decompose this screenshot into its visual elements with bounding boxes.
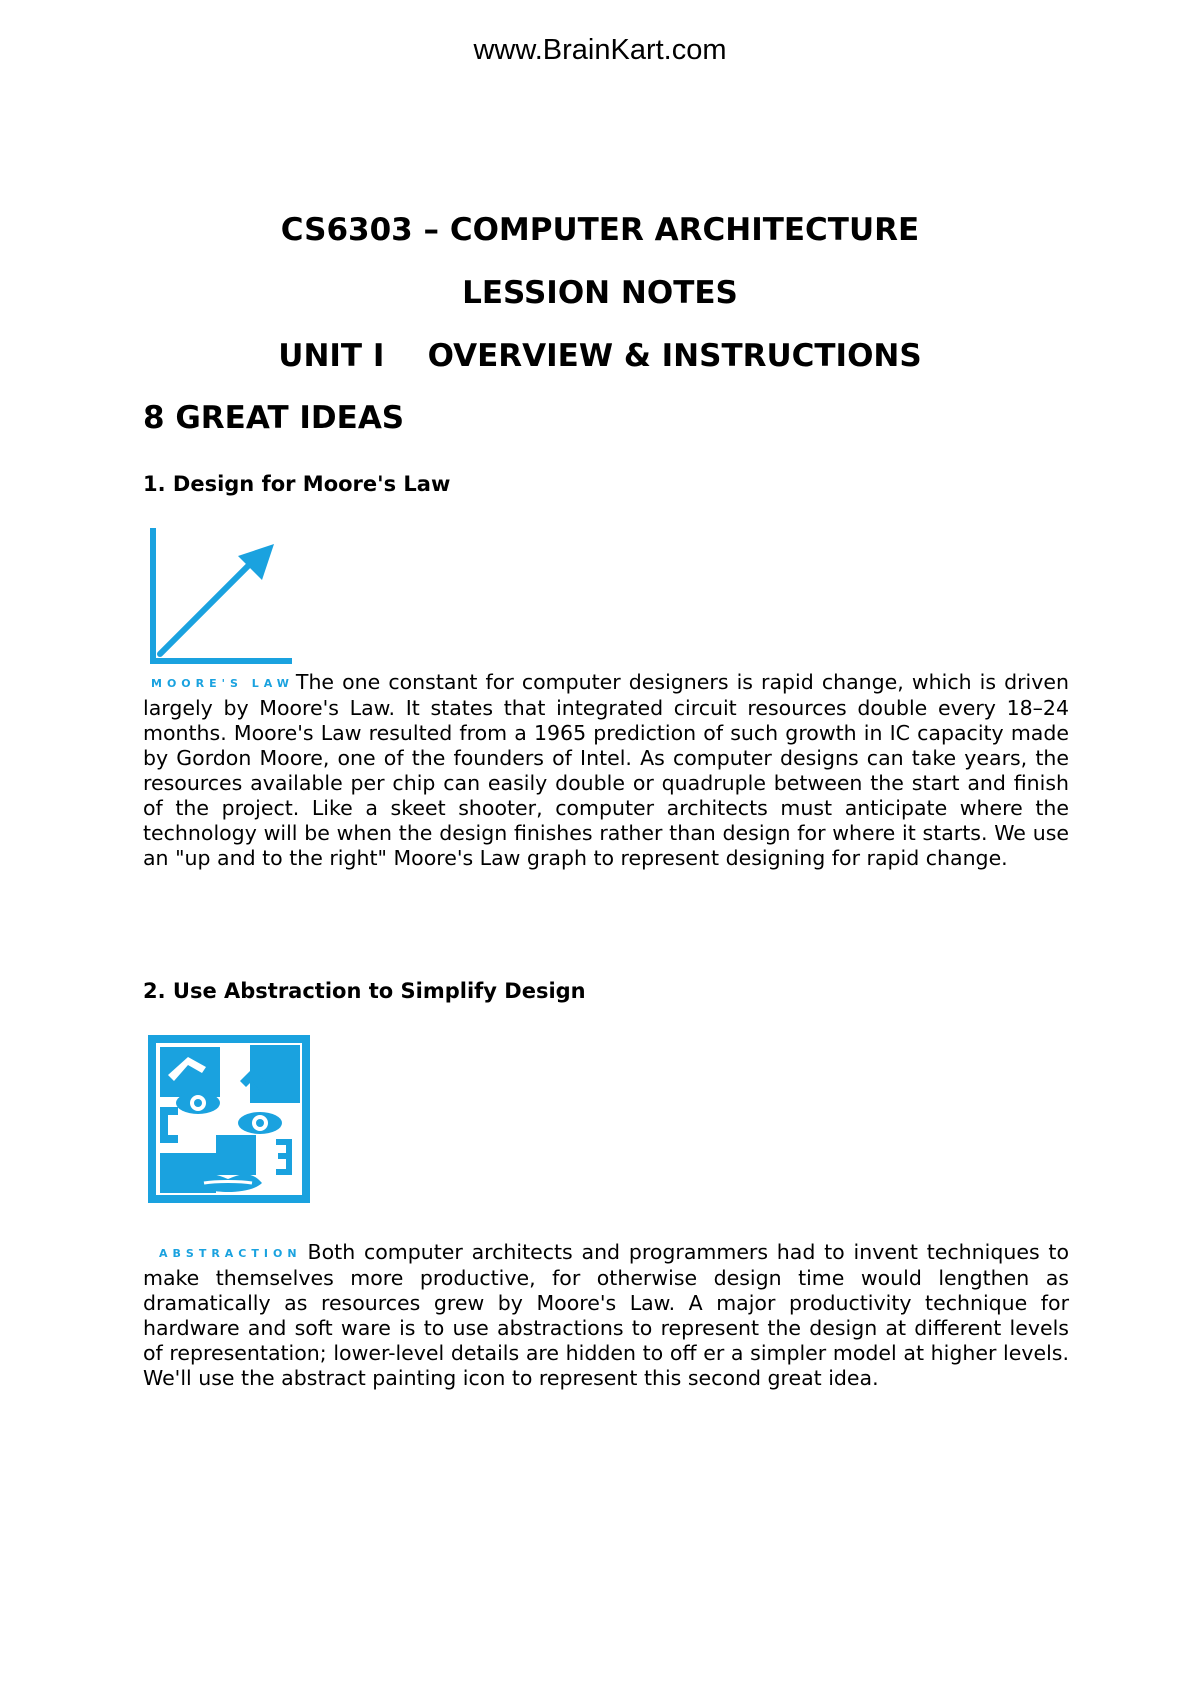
unit-title: UNIT I OVERVIEW & INSTRUCTIONS xyxy=(278,338,922,374)
moores-law-caption: MOORE'S LAW xyxy=(151,677,294,690)
idea-2-text: Both computer architects and programmers had to invent techniques to make themselves more productive, for otherwise design time would lengthen as dramatically as resources grew by Moore's Law. A major productivity technique for hardware and soft ware is to use abstractions to represent the design at different levels of representation; lower-level details are hidden to off er a simpler model at higher levels. We'll use the abstract painting icon to represent this second great idea. xyxy=(143,1240,1069,1390)
idea-2-paragraph xyxy=(143,1240,1069,1391)
abstraction-painting-icon xyxy=(148,1035,310,1203)
site-header: www.BrainKart.com xyxy=(473,34,727,66)
abstraction-caption: ABSTRACTION xyxy=(159,1247,302,1260)
section-title: 8 GREAT IDEAS xyxy=(143,400,405,436)
notes-title: LESSION NOTES xyxy=(462,275,738,311)
idea-1-heading: 1. Design for Moore's Law xyxy=(143,472,451,496)
course-title: CS6303 – COMPUTER ARCHITECTURE xyxy=(280,212,920,248)
idea-2-heading: 2. Use Abstraction to Simplify Design xyxy=(143,979,586,1003)
idea-1-text: The one constant for computer designers is rapid change, which is driven largely by Moore's Law. It states that integrated circuit resources double every 18–24 months. Moore's Law resulted from a 1965 prediction of such growth in IC capacity made by Gordon Moore, one of the founders of Intel. As computer designs can take years, the resources available per chip can easily double or quadruple between the start and finish of the project. Like a skeet shooter, computer architects must anticipate where the technology will be when the design finishes rather than design for where it starts. We use an "up and to the right" Moore's Law graph to represent designing for rapid change. xyxy=(143,670,1069,870)
idea-1-paragraph xyxy=(143,670,1069,871)
moores-law-graph-icon xyxy=(148,528,298,668)
